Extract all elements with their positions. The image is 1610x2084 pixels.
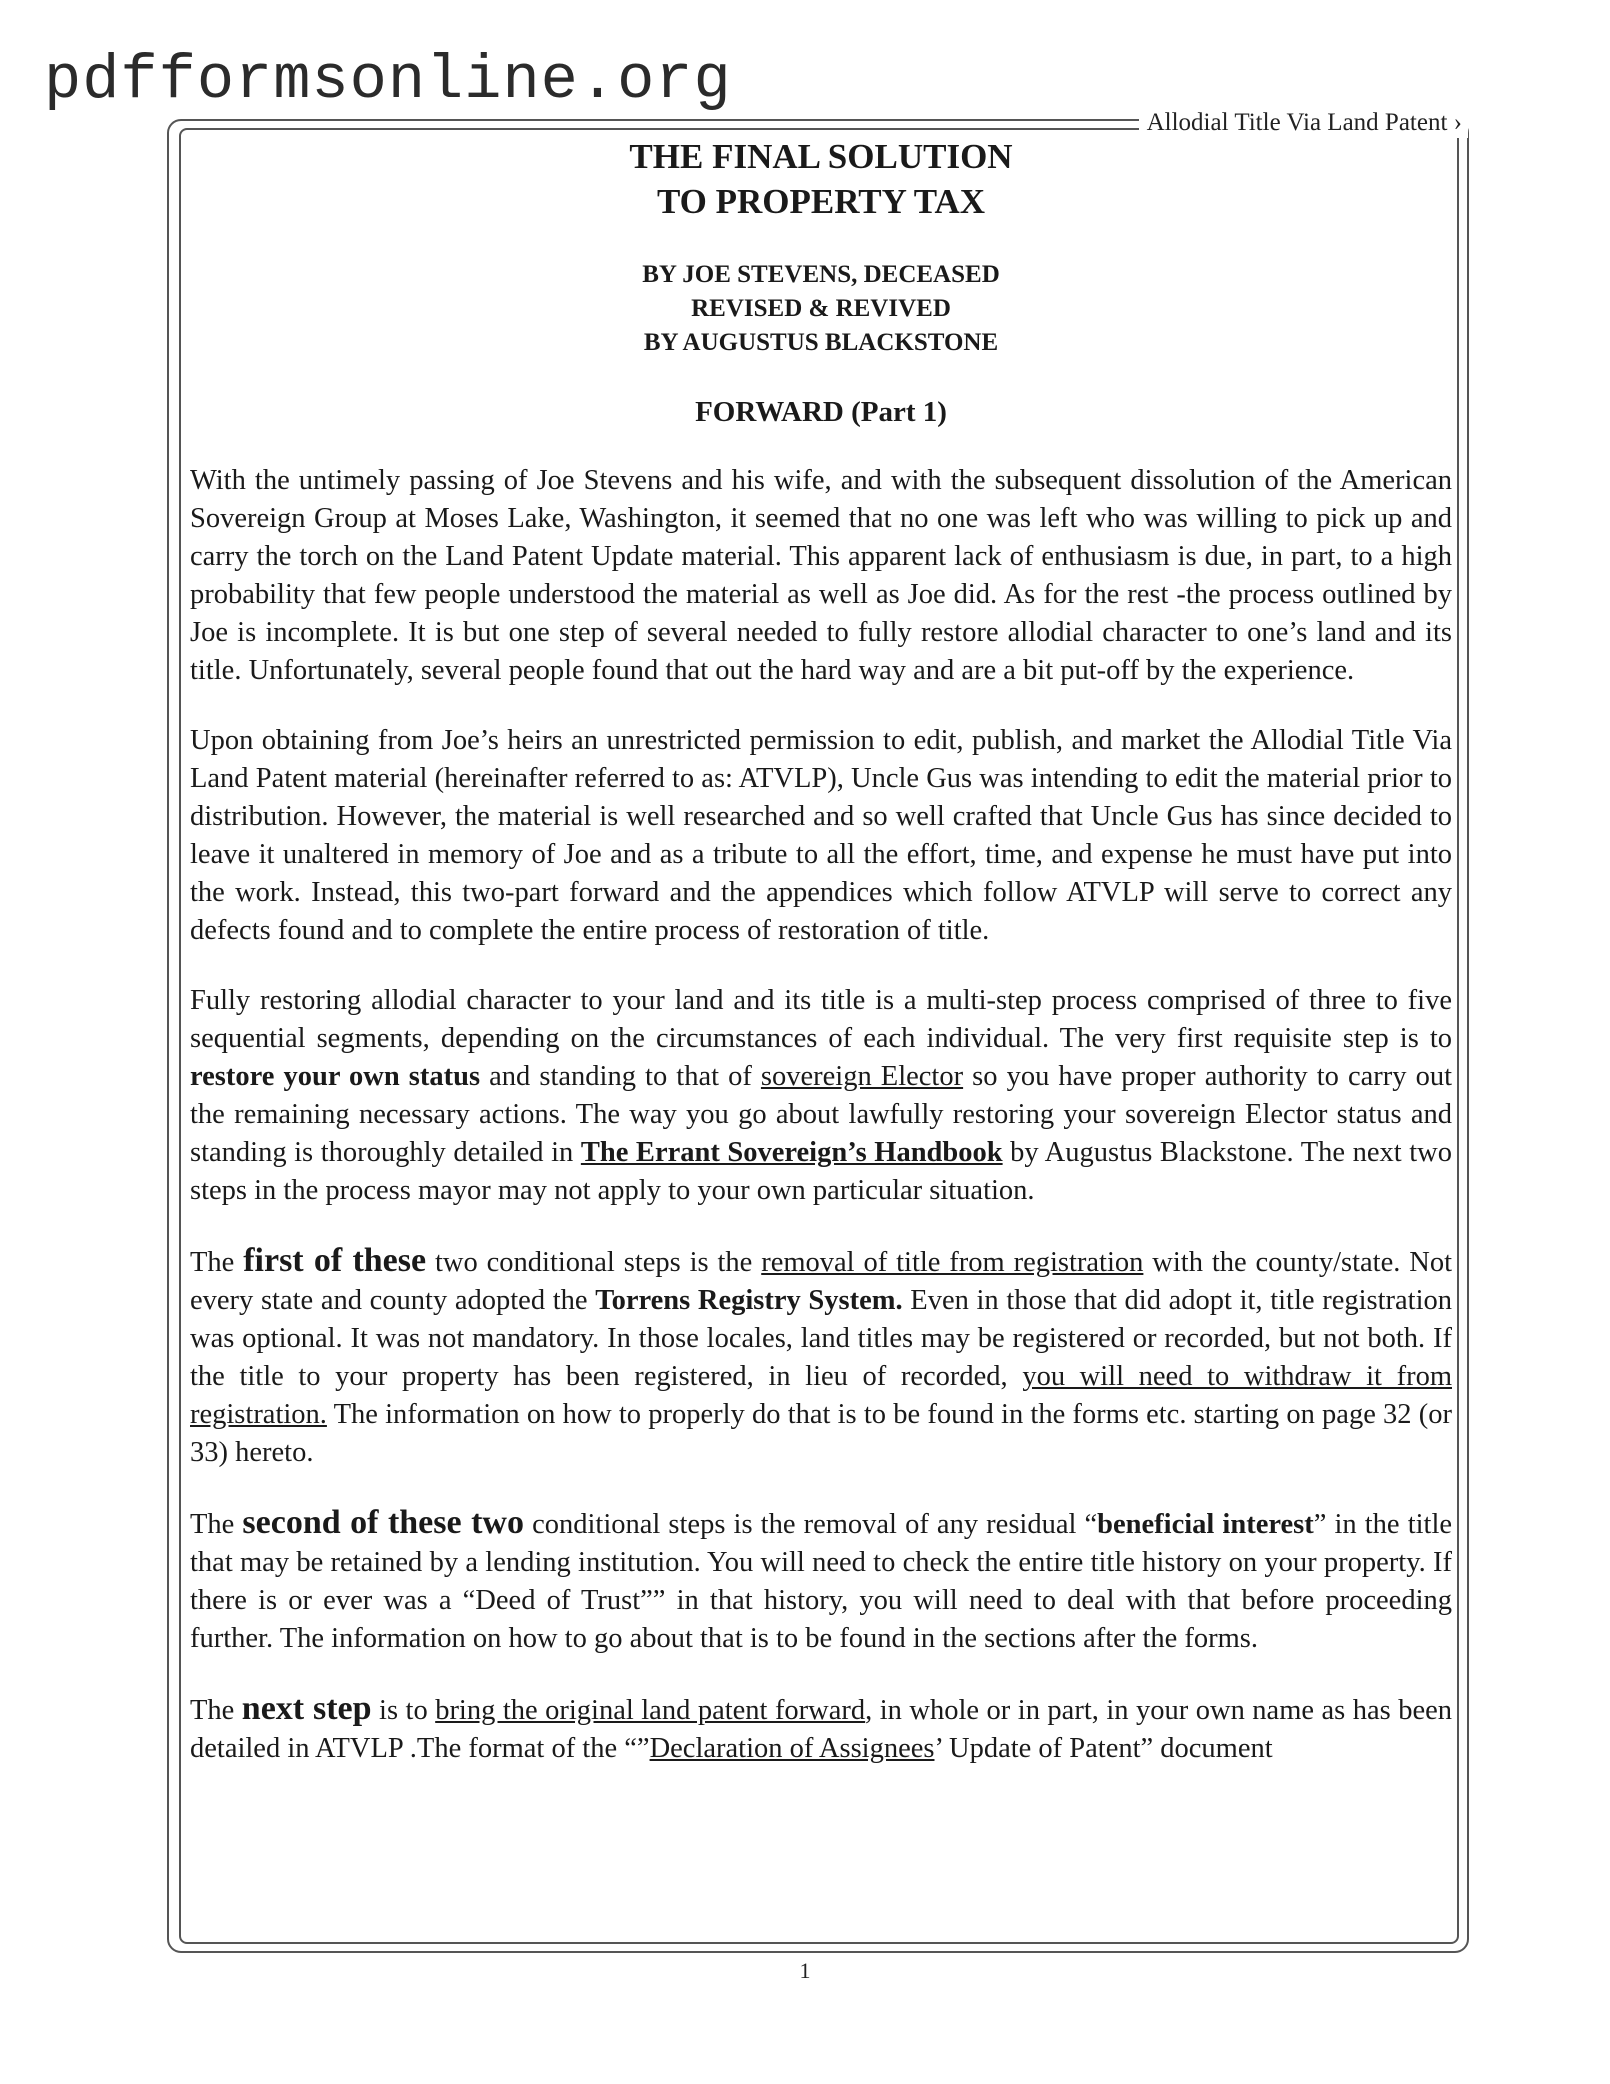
running-header-text: Allodial Title Via Land Patent — [1146, 109, 1448, 136]
p4-text-i: The information on how to properly do that is to be found in the forms etc. starting on page 32 (or 33) hereto. — [190, 1399, 1452, 1468]
byline-line-1: BY JOE STEVENS, DECEASED — [642, 261, 1000, 288]
p3-bold-restore-status: restore your own status — [190, 1061, 481, 1092]
header-chevron-icon: › — [1453, 109, 1462, 136]
document-body — [190, 134, 1452, 1768]
byline-line-2: REVISED & REVIVED — [691, 295, 951, 322]
p4-underline-removal-of-title: removal of title from registration — [761, 1247, 1144, 1278]
paragraph-5 — [190, 1504, 1452, 1658]
byline-line-3: BY AUGUSTUS BLACKSTONE — [643, 329, 999, 356]
section-heading: FORWARD (Part 1) — [695, 396, 947, 428]
title-line-2: TO PROPERTY TAX — [656, 182, 986, 221]
p3-text-g: by Augustus Blackstone. The next two steps in the process mayor may not apply to your own particular situation. — [190, 1137, 1452, 1206]
p3-text-c: and standing to that of — [480, 1061, 761, 1092]
p3-book-title-handbook: The Errant Sovereign’s Handbook — [580, 1137, 1003, 1168]
paragraph-3 — [190, 982, 1452, 1210]
p6-text-c: is to — [371, 1695, 436, 1726]
p4-text-g: Even in those that did adopt it, title registration was optional. It was not mandatory. In those locales, land titles may be registered or recorded, but not both. If the title to your property has been registered, in lieu of recorded, — [190, 1285, 1452, 1392]
paragraph-2: Upon obtaining from Joe’s heirs an unrestricted permission to edit, publish, and market the Allodial Title Via Land Patent material (hereinafter referred to as: ATVLP), Uncle Gus was intending to edit the material prior to distribution. However, the material is well researched and so well crafted that Uncle Gus has since decided to leave it unaltered in memory of Joe and as a tribute to all the effort, time, and expense he must have put into the work. Instead, this two-part forward and the appendices which follow ATVLP will serve to correct any defects found and to complete the entire process of restoration of title. — [190, 725, 1452, 946]
p6-underline-declaration: Declaration of Assignees — [649, 1733, 935, 1764]
title-line-1: THE FINAL SOLUTION — [629, 137, 1013, 176]
p5-bold-beneficial-interest: beneficial interest — [1097, 1509, 1314, 1540]
p3-text-e: so you have proper authority to carry out the remaining necessary actions. The way you go about lawfully restoring your sovereign Elector status and standing is thoroughly detailed in — [190, 1061, 1452, 1168]
p6-emphasis-next-step: next step — [241, 1690, 372, 1727]
p3-underline-sovereign-elector: sovereign Elector — [760, 1061, 964, 1092]
p4-text-c: two conditional steps is the — [426, 1247, 762, 1278]
p4-emphasis-first-of-these: first of these — [243, 1242, 427, 1279]
p6-text-g: ’ Update of Patent” document — [934, 1733, 1273, 1764]
p4-text-e: with the county/state. Not every state and county adopted the — [190, 1247, 1452, 1316]
p5-text-a: The — [190, 1509, 243, 1540]
p4-bold-torrens: Torrens Registry System. — [595, 1285, 903, 1316]
p3-text-a: Fully restoring allodial character to your land and its title is a multi-step process comprised of three to five sequential segments, depending on the circumstances of each individual. The very first requisite step is to — [190, 985, 1452, 1054]
paragraph-4 — [190, 1242, 1452, 1472]
watermark-logo: pdfformsonline.org — [44, 45, 732, 116]
p5-emphasis-second-of-these: second of these two — [242, 1504, 524, 1541]
p6-text-e: , in whole or in part, in your own name as has been detailed in ATVLP .The format of the “” — [190, 1695, 1453, 1764]
p4-text-a: The — [190, 1247, 244, 1278]
page-number: 1 — [799, 1958, 811, 1983]
p5-text-c: conditional steps is the removal of any residual “ — [523, 1509, 1098, 1540]
p4-underline-withdraw: you will need to withdraw it from registration. — [190, 1361, 1452, 1430]
paragraph-1: With the untimely passing of Joe Stevens and his wife, and with the subsequent dissolution of the American Sovereign Group at Moses Lake, Washington, it seemed that no one was left who was willing to pick up and carry the torch on the Land Patent Update material. This apparent lack of enthusiasm is due, in part, to a high probability that few people understood the material as well as Joe did. As for the rest -the process outlined by Joe is incomplete. It is but one step of several needed to fully restore allodial character to one’s land and its title. Unfortunately, several people found that out the hard way and are a bit put-off by the experience. — [190, 465, 1452, 686]
p5-text-e: ” in the title that may be retained by a lending institution. You will need to check the entire title history on your property. If there is or ever was a “Deed of Trust”” in that history, you will need to deal with that before proceeding further. The information on how to go about that is to be found in the sections after the forms. — [190, 1509, 1453, 1654]
p6-text-a: The — [190, 1695, 242, 1726]
p6-underline-bring-patent-forward: bring the original land patent forward — [435, 1695, 866, 1726]
paragraph-6 — [190, 1690, 1452, 1768]
byline — [190, 258, 1452, 360]
document-title — [190, 134, 1452, 224]
